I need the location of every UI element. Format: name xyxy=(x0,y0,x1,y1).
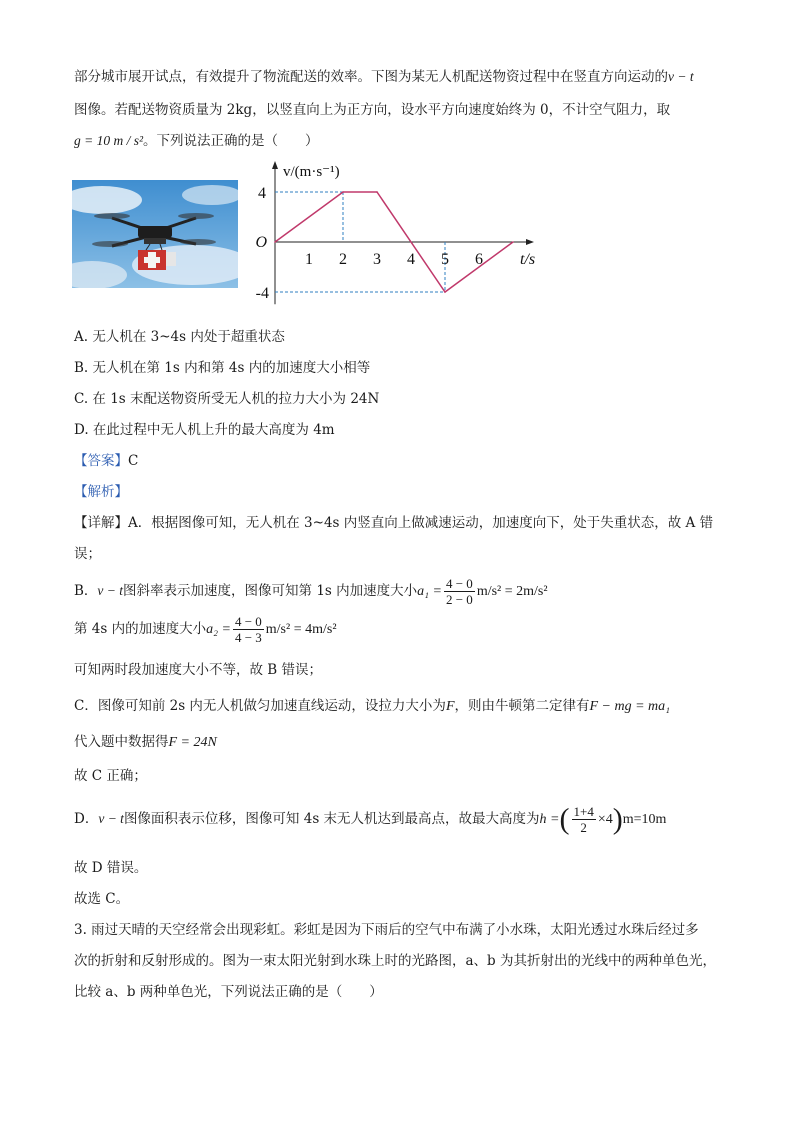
detail-c-text-a: C．图像可知前 2s 内无人机做匀加速直线运动，设拉力大小为 xyxy=(74,698,446,714)
vt-graph-svg xyxy=(248,160,548,310)
y-axis-arrow xyxy=(272,161,278,169)
data-point xyxy=(274,241,276,243)
fraction-a2 xyxy=(233,614,264,645)
vt-symbol: v − t xyxy=(668,69,694,84)
fraction-h xyxy=(572,804,596,835)
fraction-a2-den: 4 − 3 xyxy=(234,630,262,645)
a1-result: m/s² = 2m/s² xyxy=(476,584,548,599)
x-tick-label: 2 xyxy=(339,251,347,268)
stem-text-3: 。下列说法正确的是（ ） xyxy=(143,133,319,149)
stem-line-2: 图像。若配送物资质量为 2kg，以竖直向上为正方向，设水平方向速度始终为 0，不计空气阻力，取 xyxy=(74,102,671,118)
a2-symbol: a₂ = xyxy=(206,622,231,637)
detail-a-line-1: 【详解】A．根据图像可知，无人机在 3~4s 内竖直向上做减速运动，加速度向下，处于失重状态，故 A 错 xyxy=(74,515,714,531)
x-axis-label: t/s xyxy=(520,251,536,268)
detail-b-prefix: B． xyxy=(74,583,98,599)
x-tick-label: 4 xyxy=(407,251,415,268)
stem-line-3 xyxy=(74,132,319,150)
y-tick-label: 4 xyxy=(258,185,266,202)
q3-line-1: 3. 雨过天晴的天空经常会出现彩虹。彩虹是因为下雨后的空气中布满了小水珠，太阳光透过水珠后经过多 xyxy=(74,922,699,938)
answer-line xyxy=(74,452,138,470)
detail-b2-text: 第 4s 内的加速度大小 xyxy=(74,621,207,637)
option-a: A. 无人机在 3~4s 内处于超重状态 xyxy=(74,329,285,345)
detail-d-line-2: 故 D 错误。 xyxy=(74,860,148,876)
force-symbol: F xyxy=(445,699,455,714)
conclusion: 故选 C。 xyxy=(74,891,130,907)
h-symbol: h = xyxy=(539,812,560,827)
drone-photo xyxy=(72,180,238,288)
data-point xyxy=(512,241,514,243)
fraction-a1-num: 4 − 0 xyxy=(445,576,473,591)
detail-c-line-3: 故 C 正确； xyxy=(74,768,147,784)
data-point xyxy=(376,191,378,193)
option-c: C. 在 1s 末配送物资所受无人机的拉力大小为 24N xyxy=(74,391,380,407)
answer-label: 【答案】 xyxy=(74,453,128,469)
gravity-value: g = 10 m / s² xyxy=(74,133,144,148)
y-axis-label: v/(m·s⁻¹) xyxy=(283,164,340,180)
detail-b-line-2 xyxy=(74,612,337,647)
data-point xyxy=(444,291,446,293)
newton-equation: F − mg = ma₁ xyxy=(589,699,671,714)
stem-text-1: 部分城市展开试点，有效提升了物流配送的效率。下图为某无人机配送物资过程中在竖直方向运动的 xyxy=(74,69,668,85)
detail-c-line-1 xyxy=(74,697,670,716)
a2-result: m/s² = 4m/s² xyxy=(265,622,337,637)
right-paren: ) xyxy=(612,802,623,836)
left-paren: ( xyxy=(559,802,570,836)
detail-d-line-1 xyxy=(74,800,666,839)
fraction-a2-num: 4 − 0 xyxy=(234,614,262,629)
detail-a-line-2: 误； xyxy=(74,546,101,562)
x-axis-arrow xyxy=(526,239,534,245)
q3-line-2: 次的折射和反射形成的。图为一束太阳光射到水珠上时的光路图，a、b 为其折射出的光线中的两种单色光， xyxy=(74,953,716,969)
fraction-a1-den: 2 − 0 xyxy=(445,592,473,607)
height-result: m=10m xyxy=(622,812,667,827)
detail-b-line-1 xyxy=(74,574,548,609)
stem-line-1 xyxy=(74,68,694,86)
detail-c-line-2 xyxy=(74,733,217,752)
x-tick-label: 6 xyxy=(475,251,483,268)
x-tick-label: 1 xyxy=(305,251,313,268)
detail-d-text: 图像面积表示位移，图像可知 4s 末无人机达到最高点，故最大高度为 xyxy=(123,811,540,827)
detail-b-line-3: 可知两时段加速度大小不等，故 B 错误； xyxy=(74,662,323,678)
a1-symbol: a₁ = xyxy=(417,584,442,599)
detail-c-text-b: ，则由牛顿第二定律有 xyxy=(454,698,590,714)
y-tick-label: -4 xyxy=(255,285,269,302)
q3-line-3: 比较 a、b 两种单色光，下列说法正确的是（ ） xyxy=(74,984,383,1000)
fraction-a1 xyxy=(444,576,475,607)
vt-graph xyxy=(248,160,548,314)
x-tick-label: 3 xyxy=(373,251,381,268)
detail-c2-text: 代入题中数据得 xyxy=(74,734,169,750)
fraction-h-den: 2 xyxy=(580,820,587,835)
vt-symbol-d: v − t xyxy=(98,811,124,826)
fraction-h-num: 1+4 xyxy=(573,804,594,819)
times-four: ×4 xyxy=(597,812,613,827)
answer-value: C xyxy=(128,453,139,469)
option-d: D. 在此过程中无人机上升的最大高度为 4m xyxy=(74,422,335,438)
vt-symbol-b: v − t xyxy=(97,583,124,598)
analysis-label: 【解析】 xyxy=(74,484,128,500)
x-tick-label: 5 xyxy=(441,251,449,268)
force-result: F = 24N xyxy=(168,735,217,750)
option-b: B. 无人机在第 1s 内和第 4s 内的加速度大小相等 xyxy=(74,360,371,376)
origin-label: O xyxy=(255,234,267,251)
data-point xyxy=(342,191,344,193)
detail-b-text: 图斜率表示加速度，图像可知第 1s 内加速度大小 xyxy=(123,583,418,599)
detail-d-prefix: D． xyxy=(74,811,99,827)
